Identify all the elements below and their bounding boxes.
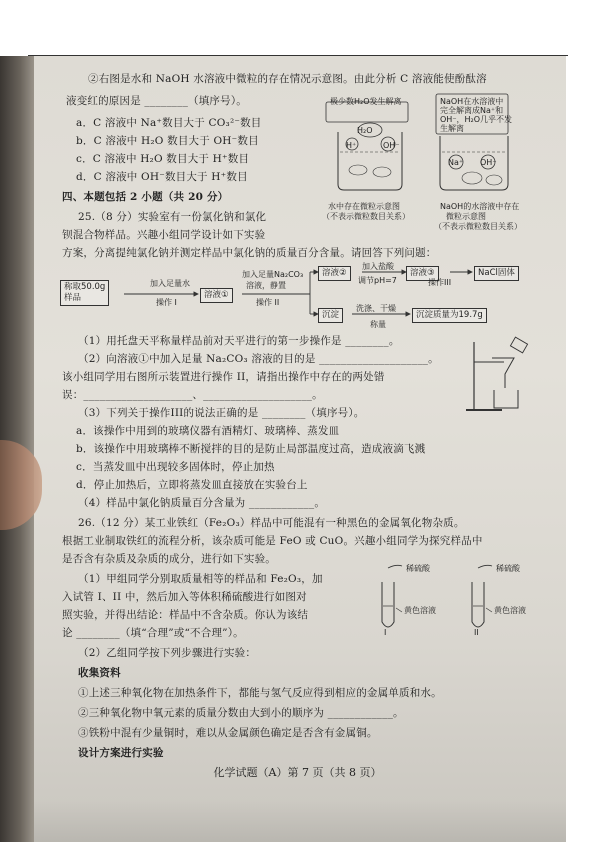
right-caption2: 微粒示意图 (446, 212, 486, 221)
flow-weigh-label: 称量 (370, 320, 386, 329)
flow-mass-box: 沉淀质量为19.7g (412, 308, 487, 323)
right-diagram-note3: OH⁻，H₂O几乎不发 (440, 115, 513, 124)
q25-part2c: 误：____________________、____________________。 (62, 389, 323, 401)
q26-part1b: 入试管 I、II 中，然后加入等体积稀硫酸进行如图对 (62, 591, 307, 603)
q25-line3: 方案，分离提纯氯化钠并测定样品中氯化钠的质量百分含量。请回答下列问题： (62, 247, 437, 259)
left-caption1: 水中存在微粒示意图 (328, 202, 400, 211)
q25-part4: （4）样品中氯化钠质量百分含量为 ____________。 (78, 497, 326, 509)
q24-option-a: a．C 溶液中 Na⁺数目大于 CO₃²⁻数目 (76, 117, 262, 129)
q24-option-c: c．C 溶液中 H₂O 数目大于 H⁺数目 (76, 153, 250, 165)
flow-step1-label: 加入足量水 (150, 279, 190, 288)
oh-minus-label: OH⁻ (383, 141, 400, 150)
flow-step3-ph: 调节pH=7 (358, 276, 397, 285)
h2o-label: H₂O (357, 126, 373, 135)
tube1-yellow-label: 黄色溶液 (404, 606, 436, 615)
right-caption1: NaOH的水溶液中存在 (440, 202, 520, 211)
q26-line2: 根据工业制取铁红的流程分析，该杂质可能是 FeO 或 CuO。兴趣小组同学为探究样品中 (62, 535, 483, 547)
q25-part3-opt-d: d．停止加热后，立即将蒸发皿直接放在实验台上 (76, 479, 308, 491)
page-footer: 化学试题（A）第 7 页（共 8 页） (213, 766, 382, 779)
collect-info-2: ②三种氧化物中氧元素的质量分数由大到小的顺序为 ____________。 (78, 707, 404, 719)
tube2-yellow-label: 黄色溶液 (494, 606, 526, 615)
right-diagram-note2: 完全解离成Na⁺和 (440, 106, 504, 115)
q26-part1c: 照实验，并得出结论：样品中不含杂质。你认为该结 (62, 609, 309, 621)
flow-solution1: 溶液① (200, 288, 233, 303)
flow-solution2: 溶液② (318, 266, 351, 281)
design-heading: 设计方案进行实验 (78, 747, 164, 759)
na-plus-label: Na⁺ (448, 158, 464, 167)
flow-step4-op: 操作III (428, 278, 452, 287)
q25-line1: 25.（8 分）实验室有一份氯化钠和氯化 (78, 211, 267, 223)
q25-part2a: （2）向溶液①中加入足量 Na₂CO₃ 溶液的目的是 ____________________。 (78, 353, 439, 365)
filtration-apparatus (462, 336, 542, 416)
h-plus-label: H⁺ (346, 141, 357, 150)
flow-step2-mid: 溶液，静置 (246, 281, 286, 290)
q25-part3-opt-b: b．该操作中用玻璃棒不断搅拌的目的是防止局部温度过高，造成液滴飞溅 (76, 443, 426, 455)
q26-part1a: （1）甲组同学分别取质量相等的样品和 Fe₂O₃，加 (78, 573, 323, 585)
q26-line1: 26.（12 分）某工业铁红（Fe₂O₃）样品中可能混有一种黑色的金属氧化物杂质。 (78, 517, 465, 529)
page-margin-right (566, 56, 595, 842)
tube2-acid-label: 稀硫酸 (496, 564, 520, 573)
collect-info-heading: 收集资料 (78, 667, 121, 679)
right-caption3: （不表示微粒数目关系） (434, 222, 522, 231)
q26-line3: 是否含有杂质及杂质的成分，进行如下实验。 (62, 553, 276, 565)
q25-part2b: 该小组同学用右图所示装置进行操作 II，请指出操作中存在的两处错 (62, 371, 385, 383)
q25-part3: （3）下列关于操作III的说法正确的是 ________（填序号）。 (78, 407, 365, 419)
collect-info-3: ③铁粉中混有少量铜时，难以从金属颜色确定是否含有金属铜。 (78, 727, 378, 739)
q25-line2: 钡混合物样品。兴趣小组同学设计如下实验 (62, 229, 266, 241)
flow-step3-label: 加入盐酸 (362, 262, 394, 271)
tube2-label: II (474, 628, 479, 637)
left-diagram-note: 极少数H₂O发生解离 (330, 97, 402, 106)
paper-shadow (34, 800, 566, 842)
collect-info-1: ①上述三种氧化物在加热条件下，都能与氢气反应得到相应的金属单质和水。 (78, 687, 442, 699)
tube1-acid-label: 稀硫酸 (406, 564, 430, 573)
q25-part3-opt-c: c．当蒸发皿中出现较多固体时，停止加热 (76, 461, 275, 473)
q26-part2: （2）乙组同学按下列步骤进行实验： (78, 647, 257, 659)
q24-stem-line2: 液变红的原因是 ________（填序号）。 (66, 95, 247, 107)
right-diagram-note4: 生解离 (440, 124, 464, 133)
tube1-label: I (384, 628, 387, 637)
section-heading: 四、本题包括 2 小题（共 20 分） (62, 191, 229, 203)
test-tubes-diagram (372, 562, 522, 642)
oh-label-2: OH⁻ (480, 158, 497, 167)
q25-part1: （1）用托盘天平称量样品前对天平进行的第一步操作是 ________。 (78, 335, 400, 347)
q26-part1d: 论 ________（填“合理”或“不合理”）。 (62, 627, 244, 639)
q24-option-d: d．C 溶液中 OH⁻数目大于 H⁺数目 (76, 171, 248, 183)
q24-option-b: b．C 溶液中 H₂O 数目大于 OH⁻数目 (76, 135, 259, 147)
q25-part3-opt-a: a．该操作中用到的玻璃仪器有酒精灯、玻璃棒、蒸发皿 (76, 425, 340, 437)
left-caption2: （不表示微粒数目关系） (322, 212, 410, 221)
flow-step2-op: 操作 II (256, 298, 280, 307)
flow-nacl-product: NaCl固体 (474, 266, 519, 281)
flow-sample-box: 称取50.0g 样品 (60, 280, 109, 306)
flow-wash-label: 洗涤、干燥 (356, 304, 396, 313)
flow-step2-label: 加入足量Na₂CO₃ (242, 270, 304, 279)
flow-precipitate: 沉淀 (318, 308, 343, 323)
right-diagram-note1: NaOH在水溶液中 (440, 97, 504, 106)
q24-stem-line1: ②右图是水和 NaOH 水溶液中微粒的存在情况示意图。由此分析 C 溶液能使酚酞溶 (88, 73, 487, 85)
flow-step1-op: 操作 I (156, 298, 177, 307)
flow-solution3: 溶液③ (406, 266, 439, 281)
